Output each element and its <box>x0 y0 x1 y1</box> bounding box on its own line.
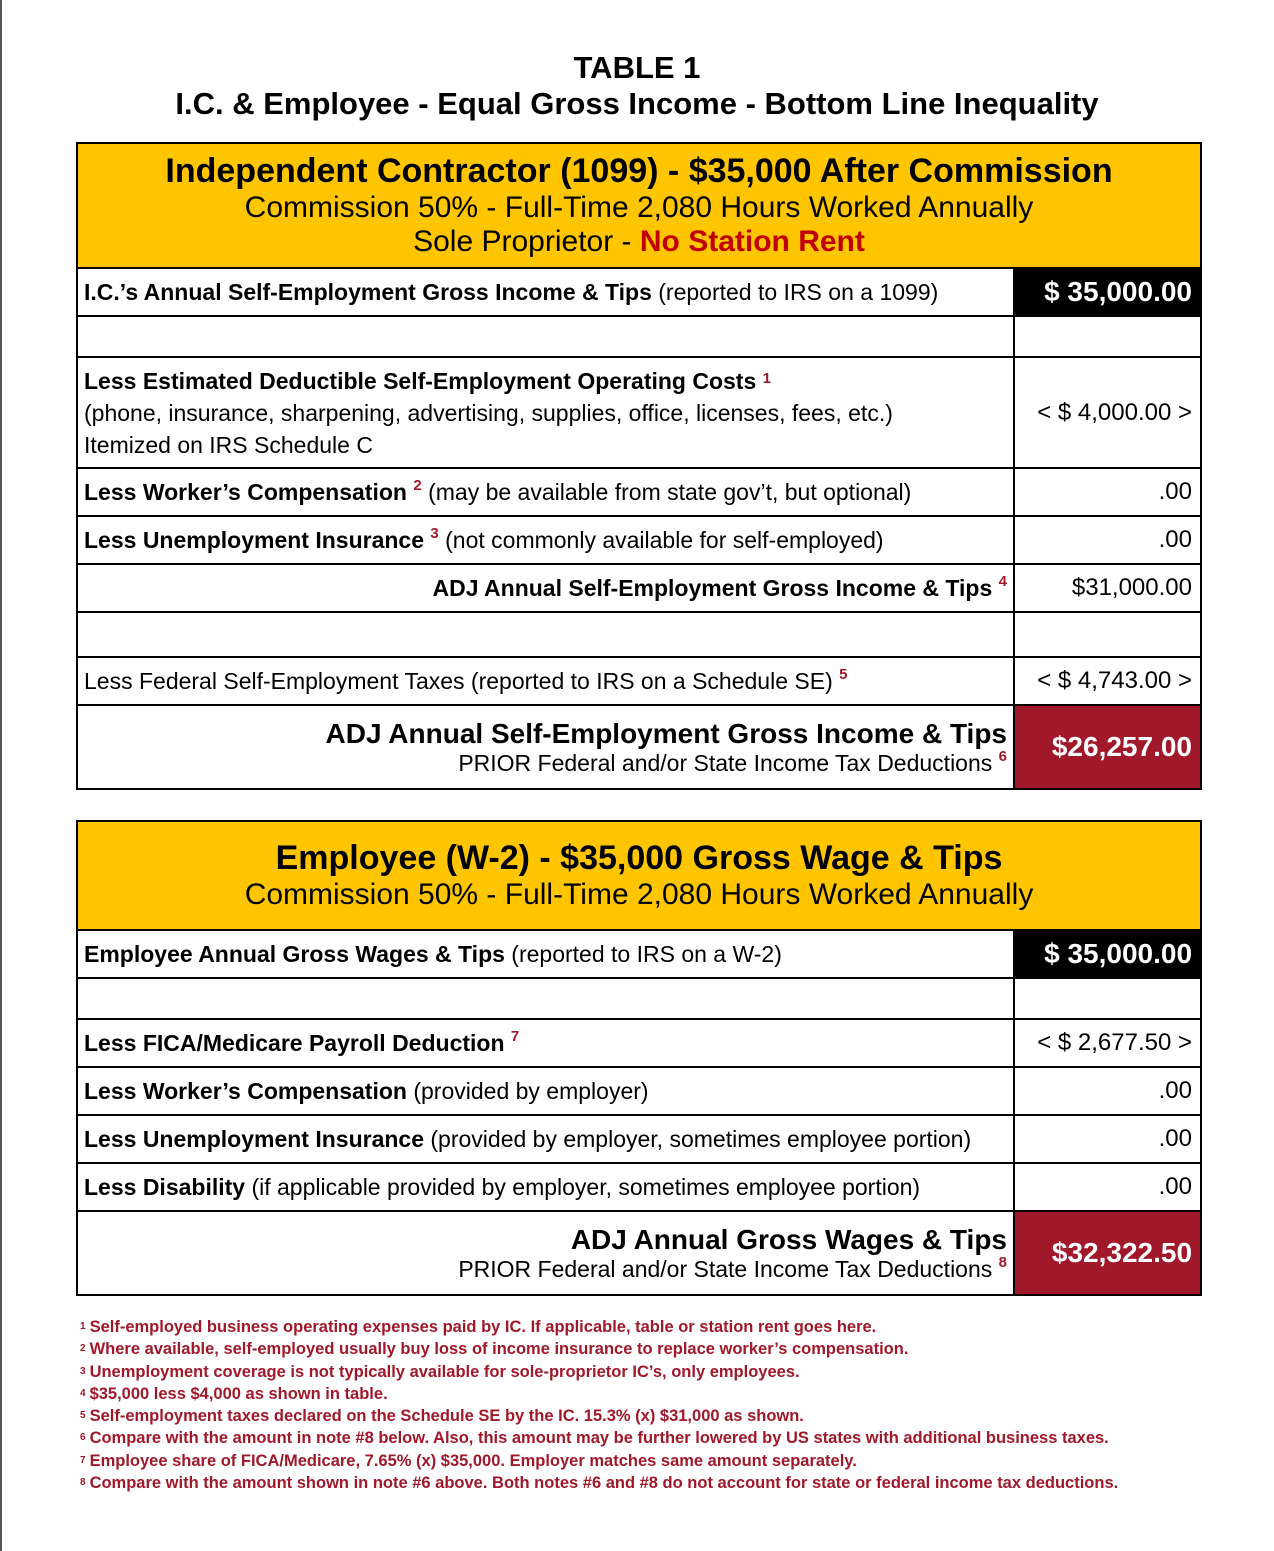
footnote <box>80 1427 1230 1449</box>
ic-gross-label-rest: (reported to IRS on a 1099) <box>651 278 939 305</box>
emp-total-line2-text: PRIOR Federal and/or State Income Tax Deductions <box>458 1255 993 1282</box>
empty-cell <box>77 978 1014 1019</box>
footnote-number: 7 <box>80 1454 86 1466</box>
footnote <box>80 1316 1230 1338</box>
ic-unemployment-bold: Less Unemployment Insurance <box>84 526 424 553</box>
ic-total-label <box>77 705 1014 789</box>
ic-adj-bold: ADJ Annual Self-Employment Gross Income & Tips <box>432 574 993 601</box>
empty-cell <box>77 612 1014 657</box>
table-row-total <box>77 705 1201 789</box>
note-ref: 5 <box>839 665 848 683</box>
emp-unemployment-label <box>77 1115 1014 1163</box>
ic-total-line2-text: PRIOR Federal and/or State Income Tax Deductions <box>458 749 993 776</box>
empty-cell <box>77 316 1014 357</box>
footnote-number: 8 <box>80 1477 86 1489</box>
table-row <box>77 516 1201 564</box>
emp-disability-label <box>77 1163 1014 1211</box>
table-row <box>77 468 1201 516</box>
emp-gross-value: $ 35,000.00 <box>1014 930 1201 978</box>
emp-workers-comp-bold: Less Worker’s Compensation <box>84 1077 407 1104</box>
ic-unemployment-label <box>77 516 1014 564</box>
footnote-text: Where available, self-employed usually buy loss of income insurance to replace worker’s compensation. <box>89 1340 909 1359</box>
table-row <box>77 1115 1201 1163</box>
emp-header <box>77 821 1201 930</box>
footnote <box>80 1472 1230 1494</box>
footnote-text: Unemployment coverage is not typically available for sole-proprietor IC’s, only employees. <box>89 1362 800 1381</box>
footnote-number: 3 <box>80 1365 86 1377</box>
emp-total-line1: ADJ Annual Gross Wages & Tips <box>570 1223 1007 1255</box>
emp-header-sub: Commission 50% - Full-Time 2,080 Hours Worked Annually <box>244 878 1034 911</box>
footnote-text: Self-employment taxes declared on the Schedule SE by the IC. 15.3% (x) $31,000 as shown. <box>89 1407 804 1426</box>
ic-workers-comp-label <box>77 468 1014 516</box>
ic-operating-costs-value: < $ 4,000.00 > <box>1014 357 1201 468</box>
empty-cell <box>1014 316 1201 357</box>
ic-operating-costs-bold: Less Estimated Deductible Self-Employment Operating Costs <box>84 367 757 394</box>
table-row <box>77 657 1201 705</box>
emp-total-value: $32,322.50 <box>1014 1211 1201 1295</box>
page-edge <box>0 0 2 1551</box>
emp-unemployment-rest: (provided by employer, sometimes employee portion) <box>424 1125 972 1152</box>
ic-operating-costs-label <box>77 357 1014 468</box>
ic-header-main: Independent Contractor (1099) - $35,000 After Commission <box>165 152 1113 190</box>
table-row-empty <box>77 612 1201 657</box>
ic-header-sub2-prefix: Sole Proprietor - <box>413 225 640 258</box>
emp-fica-label <box>77 1019 1014 1067</box>
page-title: TABLE 1 <box>573 50 701 85</box>
emp-workers-comp-label <box>77 1067 1014 1115</box>
emp-gross-label-bold: Employee Annual Gross Wages & Tips <box>84 940 505 967</box>
footnote <box>80 1361 1230 1383</box>
note-ref: 7 <box>510 1027 520 1045</box>
footnote-number: 1 <box>80 1321 86 1332</box>
emp-workers-comp-rest: (provided by employer) <box>406 1077 649 1104</box>
ic-gross-label <box>77 268 1014 316</box>
footnote-number: 2 <box>80 1343 86 1355</box>
note-ref: 6 <box>998 747 1007 765</box>
note-ref: 4 <box>998 572 1007 590</box>
footnote-text: Compare with the amount shown in note #6 above. Both notes #6 and #8 do not account for state or federal income tax deductions. <box>89 1474 1119 1493</box>
ic-unemployment-value: .00 <box>1014 516 1201 564</box>
ic-unemployment-rest: (not commonly available for self-employed) <box>438 526 884 553</box>
footnote <box>80 1338 1230 1360</box>
footnote-text: Self-employed business operating expenses paid by IC. If applicable, table or station rent goes here. <box>89 1318 877 1336</box>
ic-header-row <box>77 143 1201 268</box>
ic-gross-value: $ 35,000.00 <box>1014 268 1201 316</box>
table-row <box>77 357 1201 468</box>
emp-total-line2 <box>78 1253 1007 1283</box>
footnote <box>80 1405 1230 1427</box>
emp-unemployment-bold: Less Unemployment Insurance <box>84 1125 424 1152</box>
table-row-empty <box>77 316 1201 357</box>
emp-unemployment-value: .00 <box>1014 1115 1201 1163</box>
ic-workers-comp-bold: Less Worker’s Compensation <box>84 478 407 505</box>
emp-disability-rest: (if applicable provided by employer, sometimes employee portion) <box>245 1173 921 1200</box>
footnote-number: 6 <box>80 1432 86 1444</box>
note-ref: 8 <box>998 1253 1007 1271</box>
table-row <box>77 564 1201 612</box>
emp-header-row <box>77 821 1201 930</box>
empty-cell <box>1014 978 1201 1019</box>
footnote-number: 4 <box>80 1387 86 1399</box>
emp-total-label <box>77 1211 1014 1295</box>
table-row <box>77 1067 1201 1115</box>
ic-header <box>77 143 1201 268</box>
footnote <box>80 1383 1230 1405</box>
ic-gross-label-bold: I.C.’s Annual Self-Employment Gross Income & Tips <box>84 278 652 305</box>
table-row-empty <box>77 978 1201 1019</box>
table-row <box>77 268 1201 316</box>
table-row <box>77 930 1201 978</box>
emp-disability-value: .00 <box>1014 1163 1201 1211</box>
footnote <box>80 1450 1230 1472</box>
ic-se-tax-label <box>77 657 1014 705</box>
table-row <box>77 1163 1201 1211</box>
empty-cell <box>1014 612 1201 657</box>
ic-se-tax-value: < $ 4,743.00 > <box>1014 657 1201 705</box>
footnote-text: Compare with the amount in note #8 below. Also, this amount may be further lowered by US states with additional business taxes. <box>89 1429 1109 1448</box>
emp-disability-bold: Less Disability <box>84 1173 246 1200</box>
ic-workers-comp-rest: (may be available from state gov’t, but optional) <box>421 478 912 505</box>
footnote-number: 5 <box>80 1410 86 1422</box>
ic-total-line1: ADJ Annual Self-Employment Gross Income & Tips <box>325 717 1007 749</box>
note-ref: 1 <box>762 369 771 387</box>
ic-operating-costs-detail: (phone, insurance, sharpening, advertising, supplies, office, licenses, fees, etc.) <box>84 399 893 426</box>
ic-total-value: $26,257.00 <box>1014 705 1201 789</box>
ic-workers-comp-value: .00 <box>1014 468 1201 516</box>
footnote-text: $35,000 less $4,000 as shown in table. <box>89 1384 388 1403</box>
ic-operating-costs-schedule: Itemized on IRS Schedule C <box>84 431 373 458</box>
emp-header-main: Employee (W-2) - $35,000 Gross Wage & Tips <box>275 839 1003 877</box>
ic-header-sub2 <box>78 225 1200 259</box>
table-row-total <box>77 1211 1201 1295</box>
ic-se-tax-text: Less Federal Self-Employment Taxes (reported to IRS on a Schedule SE) <box>84 667 833 694</box>
ic-total-line2 <box>78 747 1007 777</box>
ic-adj-value: $31,000.00 <box>1014 564 1201 612</box>
emp-fica-value: < $ 2,677.50 > <box>1014 1019 1201 1067</box>
footnotes <box>80 1316 1230 1494</box>
emp-gross-label <box>77 930 1014 978</box>
ic-adj-label <box>77 564 1014 612</box>
emp-workers-comp-value: .00 <box>1014 1067 1201 1115</box>
footnote-text: Employee share of FICA/Medicare, 7.65% (x) $35,000. Employer matches same amount separately. <box>89 1451 857 1470</box>
note-ref: 2 <box>413 476 422 494</box>
employee-table <box>76 820 1202 1296</box>
ic-table <box>76 142 1202 790</box>
emp-fica-bold: Less FICA/Medicare Payroll Deduction <box>84 1029 505 1056</box>
ic-header-sub: Commission 50% - Full-Time 2,080 Hours Worked Annually <box>244 191 1034 224</box>
page-subtitle: I.C. & Employee - Equal Gross Income - Bottom Line Inequality <box>175 86 1099 121</box>
emp-gross-label-rest: (reported to IRS on a W-2) <box>504 940 782 967</box>
note-ref: 3 <box>430 524 439 542</box>
table-row <box>77 1019 1201 1067</box>
ic-header-sub2-red: No Station Rent <box>639 225 865 258</box>
